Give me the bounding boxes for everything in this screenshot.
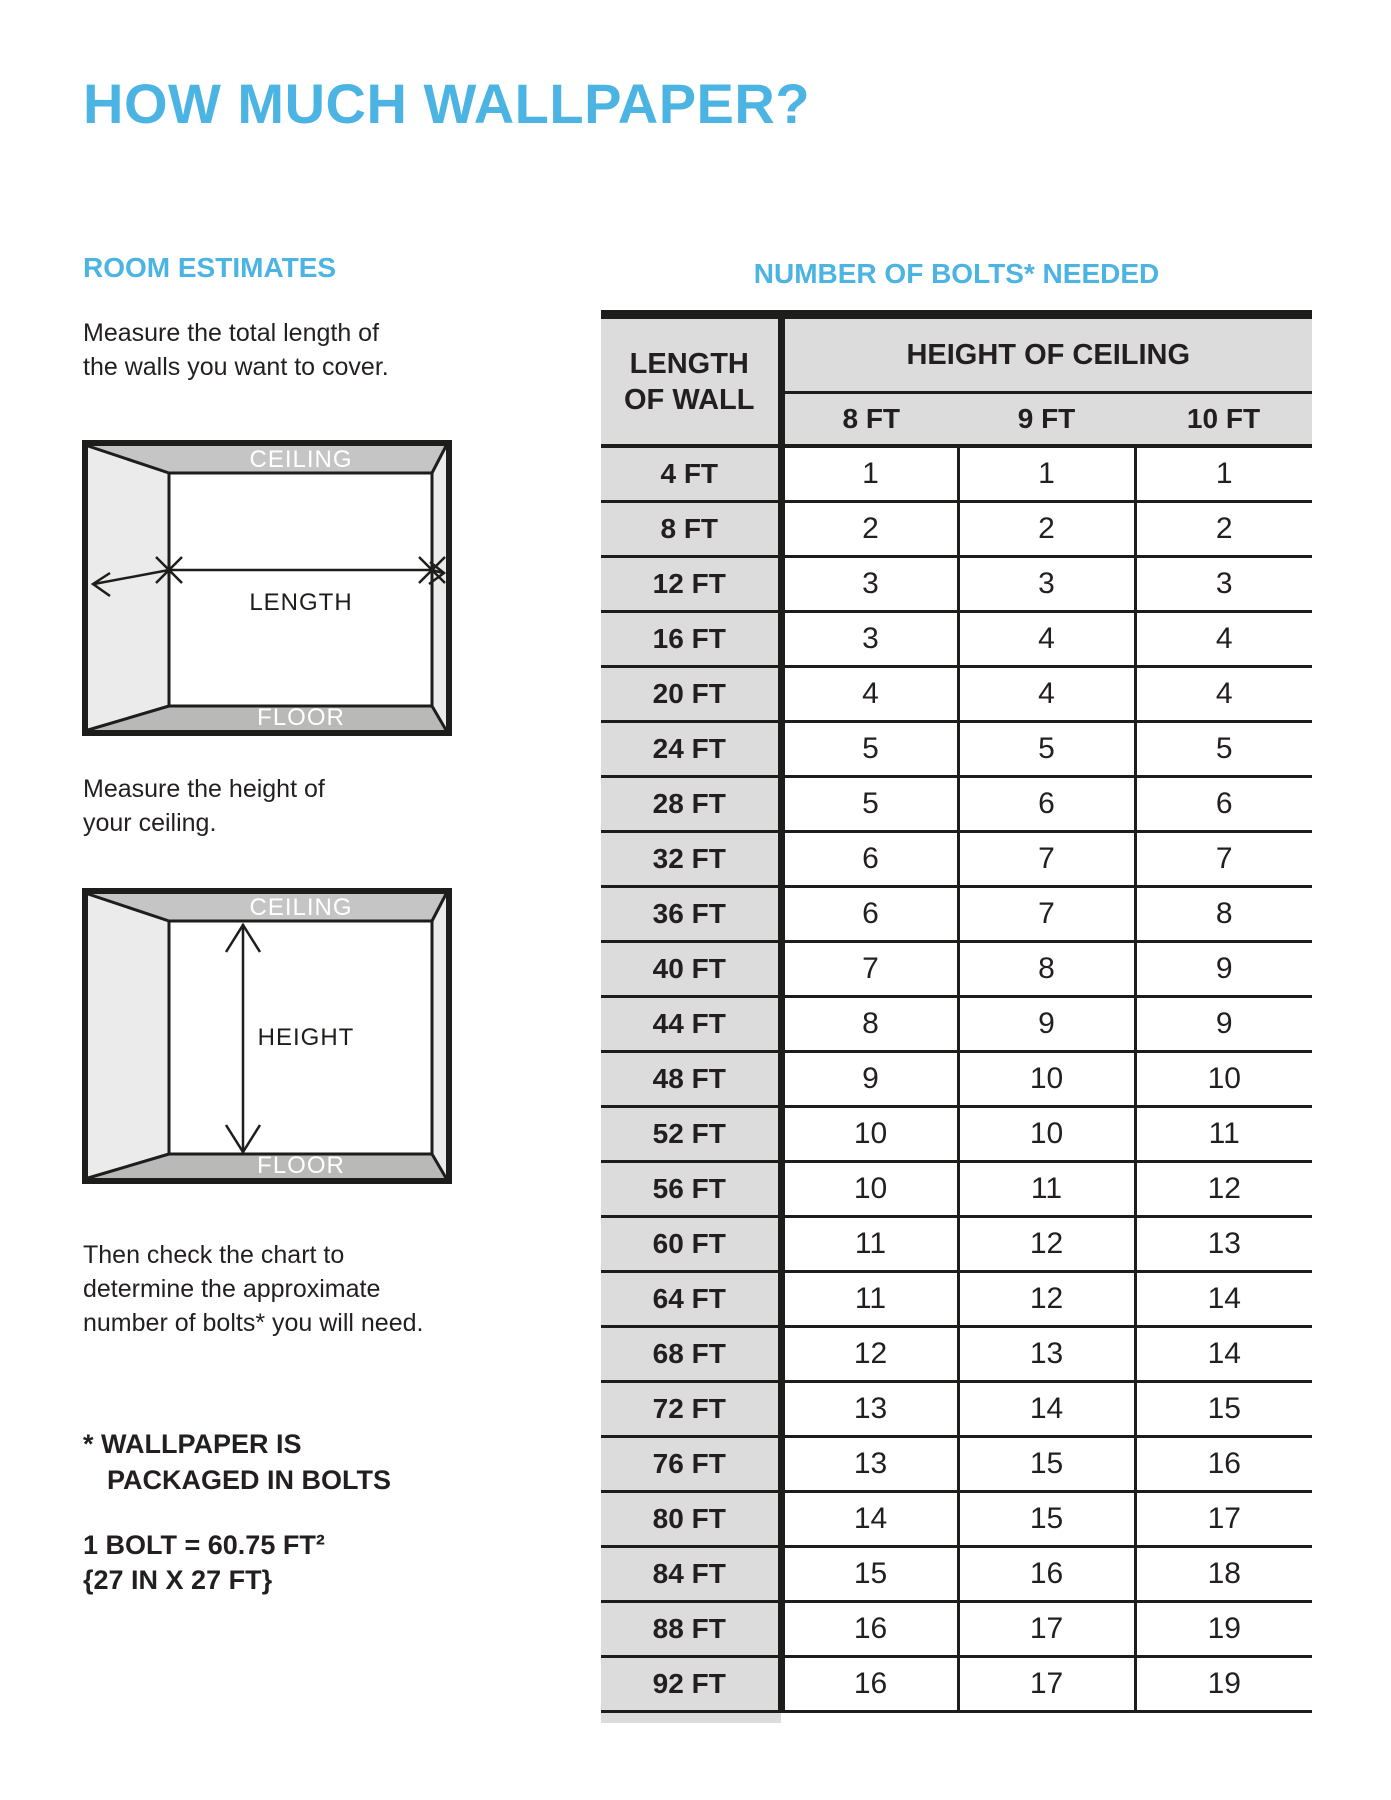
bolts-10ft-cell: 9 bbox=[1135, 942, 1312, 997]
wall-length-cell: 84 FT bbox=[601, 1547, 781, 1602]
bolts-8ft-cell: 3 bbox=[781, 612, 958, 667]
bolts-8ft-cell: 13 bbox=[781, 1437, 958, 1492]
bolts-10ft-cell: 13 bbox=[1135, 1217, 1312, 1272]
bolts-10ft-cell: 9 bbox=[1135, 997, 1312, 1052]
bolts-10ft-cell: 14 bbox=[1135, 1272, 1312, 1327]
bolts-9ft-cell: 3 bbox=[958, 557, 1135, 612]
wall-length-cell: 32 FT bbox=[601, 832, 781, 887]
bolts-8ft-cell: 10 bbox=[781, 1107, 958, 1162]
wall-length-cell: 48 FT bbox=[601, 1052, 781, 1107]
col-header-9ft: 9 FT bbox=[958, 393, 1135, 447]
bolts-8ft-cell: 13 bbox=[781, 1382, 958, 1437]
wall-length-cell: 92 FT bbox=[601, 1657, 781, 1712]
table-row bbox=[601, 1162, 1312, 1217]
table-row bbox=[601, 1657, 1312, 1712]
wall-length-cell: 20 FT bbox=[601, 667, 781, 722]
table-row bbox=[601, 1327, 1312, 1382]
table-row bbox=[601, 1217, 1312, 1272]
footnote-line1: * WALLPAPER IS bbox=[83, 1429, 302, 1459]
wall-length-cell: 56 FT bbox=[601, 1162, 781, 1217]
bolts-10ft-cell: 8 bbox=[1135, 887, 1312, 942]
bolt-info-line2: {27 IN X 27 FT} bbox=[83, 1565, 273, 1595]
bolts-8ft-cell: 4 bbox=[781, 667, 958, 722]
bolt-size-info bbox=[83, 1528, 325, 1598]
wall-length-cell: 52 FT bbox=[601, 1107, 781, 1162]
footnote-line2: PACKAGED IN BOLTS bbox=[107, 1465, 392, 1495]
bolts-9ft-cell: 12 bbox=[958, 1217, 1135, 1272]
wall-length-cell: 76 FT bbox=[601, 1437, 781, 1492]
bolts-8ft-cell: 10 bbox=[781, 1162, 958, 1217]
length-of-wall-line2: OF WALL bbox=[624, 383, 755, 416]
bolts-10ft-cell: 11 bbox=[1135, 1107, 1312, 1162]
wall-length-cell: 88 FT bbox=[601, 1602, 781, 1657]
bolts-8ft-cell: 12 bbox=[781, 1327, 958, 1382]
table-row bbox=[601, 1547, 1312, 1602]
step2-line2: your ceiling. bbox=[83, 809, 217, 837]
bolts-8ft-cell: 7 bbox=[781, 942, 958, 997]
table-row bbox=[601, 942, 1312, 997]
bolts-10ft-cell: 16 bbox=[1135, 1437, 1312, 1492]
wall-length-cell: 28 FT bbox=[601, 777, 781, 832]
table-row bbox=[601, 1052, 1312, 1107]
table-row bbox=[601, 1107, 1312, 1162]
length-of-wall-header bbox=[601, 315, 781, 447]
step1-instruction bbox=[83, 316, 389, 384]
bolts-10ft-cell: 4 bbox=[1135, 667, 1312, 722]
bolts-10ft-cell: 12 bbox=[1135, 1162, 1312, 1217]
wall-length-cell: 60 FT bbox=[601, 1217, 781, 1272]
bolts-9ft-cell: 15 bbox=[958, 1492, 1135, 1547]
bolts-10ft-cell: 5 bbox=[1135, 722, 1312, 777]
bolts-10ft-cell: 19 bbox=[1135, 1602, 1312, 1657]
bolts-10ft-cell: 14 bbox=[1135, 1327, 1312, 1382]
wall-length-cell: 44 FT bbox=[601, 997, 781, 1052]
bolts-10ft-cell: 3 bbox=[1135, 557, 1312, 612]
bolts-8ft-cell: 5 bbox=[781, 777, 958, 832]
bolts-8ft-cell: 8 bbox=[781, 997, 958, 1052]
wall-length-cell: 36 FT bbox=[601, 887, 781, 942]
length-diagram bbox=[82, 440, 452, 736]
table-row bbox=[601, 1382, 1312, 1437]
bolts-9ft-cell: 15 bbox=[958, 1437, 1135, 1492]
wall-length-cell: 40 FT bbox=[601, 942, 781, 997]
ceiling-label: CEILING bbox=[249, 894, 353, 921]
bolts-10ft-cell: 4 bbox=[1135, 612, 1312, 667]
height-diagram bbox=[82, 888, 452, 1184]
bolts-9ft-cell: 6 bbox=[958, 777, 1135, 832]
room-estimates-heading: ROOM ESTIMATES bbox=[83, 252, 337, 283]
wall-length-cell: 72 FT bbox=[601, 1382, 781, 1437]
table-row bbox=[601, 557, 1312, 612]
right-wall-plane bbox=[432, 894, 446, 1178]
bolts-8ft-cell: 6 bbox=[781, 887, 958, 942]
wall-length-cell: 12 FT bbox=[601, 557, 781, 612]
bolts-9ft-cell: 7 bbox=[958, 887, 1135, 942]
col-header-10ft: 10 FT bbox=[1135, 393, 1312, 447]
bolts-8ft-cell: 3 bbox=[781, 557, 958, 612]
bolts-9ft-cell: 10 bbox=[958, 1052, 1135, 1107]
right-wall-plane bbox=[432, 446, 446, 730]
wall-length-cell: 80 FT bbox=[601, 1492, 781, 1547]
wallpaper-bolts-footnote bbox=[83, 1426, 391, 1498]
bolts-10ft-cell: 2 bbox=[1135, 502, 1312, 557]
table-header-row bbox=[601, 315, 1312, 393]
bolts-10ft-cell: 17 bbox=[1135, 1492, 1312, 1547]
table-row bbox=[601, 722, 1312, 777]
height-of-ceiling-header: HEIGHT OF CEILING bbox=[781, 315, 1312, 393]
bolts-table-heading: NUMBER OF BOLTS* NEEDED bbox=[753, 258, 1160, 289]
wall-length-cell: 16 FT bbox=[601, 612, 781, 667]
length-label: LENGTH bbox=[249, 589, 353, 616]
bolts-9ft-cell: 17 bbox=[958, 1657, 1135, 1712]
height-label: HEIGHT bbox=[257, 1024, 355, 1051]
step1-line2: the walls you want to cover. bbox=[83, 353, 389, 381]
table-row bbox=[601, 1602, 1312, 1657]
bolts-8ft-cell: 11 bbox=[781, 1217, 958, 1272]
bolts-10ft-cell: 6 bbox=[1135, 777, 1312, 832]
floor-label: FLOOR bbox=[257, 704, 345, 731]
table-row bbox=[601, 1272, 1312, 1327]
bolts-9ft-cell: 12 bbox=[958, 1272, 1135, 1327]
bolts-9ft-cell: 1 bbox=[958, 446, 1135, 502]
bolts-9ft-cell: 10 bbox=[958, 1107, 1135, 1162]
wall-length-cell: 68 FT bbox=[601, 1327, 781, 1382]
bolts-9ft-cell: 4 bbox=[958, 612, 1135, 667]
table-row bbox=[601, 997, 1312, 1052]
floor-label: FLOOR bbox=[257, 1152, 345, 1179]
bolts-9ft-cell: 17 bbox=[958, 1602, 1135, 1657]
bolts-8ft-cell: 5 bbox=[781, 722, 958, 777]
bolts-8ft-cell: 6 bbox=[781, 832, 958, 887]
step1-line1: Measure the total length of bbox=[83, 319, 380, 347]
bolts-8ft-cell: 9 bbox=[781, 1052, 958, 1107]
bolts-10ft-cell: 1 bbox=[1135, 446, 1312, 502]
step2-instruction bbox=[83, 772, 325, 840]
length-of-wall-line1: LENGTH bbox=[629, 347, 749, 380]
bolts-8ft-cell: 16 bbox=[781, 1602, 958, 1657]
bolts-9ft-cell: 9 bbox=[958, 997, 1135, 1052]
table-row bbox=[601, 887, 1312, 942]
step3-instruction bbox=[83, 1238, 423, 1340]
bolts-8ft-cell: 14 bbox=[781, 1492, 958, 1547]
wall-length-cell: 24 FT bbox=[601, 722, 781, 777]
wall-length-cell: 4 FT bbox=[601, 446, 781, 502]
bolt-info-line1: 1 BOLT = 60.75 FT² bbox=[83, 1530, 325, 1560]
bolts-table-container bbox=[601, 310, 1312, 1723]
step3-line2: determine the approximate bbox=[83, 1275, 381, 1303]
bolts-9ft-cell: 11 bbox=[958, 1162, 1135, 1217]
step3-line1: Then check the chart to bbox=[83, 1241, 345, 1269]
bolts-9ft-cell: 7 bbox=[958, 832, 1135, 887]
bolts-9ft-cell: 16 bbox=[958, 1547, 1135, 1602]
bolts-8ft-cell: 11 bbox=[781, 1272, 958, 1327]
bolts-9ft-cell: 13 bbox=[958, 1327, 1135, 1382]
bolts-10ft-cell: 18 bbox=[1135, 1547, 1312, 1602]
table-row bbox=[601, 1437, 1312, 1492]
bolts-9ft-cell: 4 bbox=[958, 667, 1135, 722]
left-wall-plane bbox=[88, 894, 169, 1178]
bolts-table bbox=[601, 310, 1312, 1713]
step3-line3: number of bolts* you will need. bbox=[83, 1309, 424, 1337]
bolts-10ft-cell: 7 bbox=[1135, 832, 1312, 887]
table-row bbox=[601, 446, 1312, 502]
bolts-9ft-cell: 14 bbox=[958, 1382, 1135, 1437]
page-title: HOW MUCH WALLPAPER? bbox=[83, 72, 811, 135]
ceiling-label: CEILING bbox=[249, 446, 353, 473]
table-row bbox=[601, 777, 1312, 832]
bolts-9ft-cell: 8 bbox=[958, 942, 1135, 997]
bolts-8ft-cell: 2 bbox=[781, 502, 958, 557]
table-row bbox=[601, 832, 1312, 887]
table-cutoff-stub bbox=[601, 1713, 781, 1723]
table-row bbox=[601, 612, 1312, 667]
bolts-9ft-cell: 2 bbox=[958, 502, 1135, 557]
table-row bbox=[601, 667, 1312, 722]
wall-length-cell: 8 FT bbox=[601, 502, 781, 557]
table-row bbox=[601, 502, 1312, 557]
bolts-10ft-cell: 10 bbox=[1135, 1052, 1312, 1107]
bolts-8ft-cell: 1 bbox=[781, 446, 958, 502]
wall-length-cell: 64 FT bbox=[601, 1272, 781, 1327]
table-row bbox=[601, 1492, 1312, 1547]
bolts-9ft-cell: 5 bbox=[958, 722, 1135, 777]
bolts-10ft-cell: 19 bbox=[1135, 1657, 1312, 1712]
step2-line1: Measure the height of bbox=[83, 775, 325, 803]
bolts-8ft-cell: 15 bbox=[781, 1547, 958, 1602]
col-header-8ft: 8 FT bbox=[781, 393, 958, 447]
bolts-8ft-cell: 16 bbox=[781, 1657, 958, 1712]
bolts-10ft-cell: 15 bbox=[1135, 1382, 1312, 1437]
